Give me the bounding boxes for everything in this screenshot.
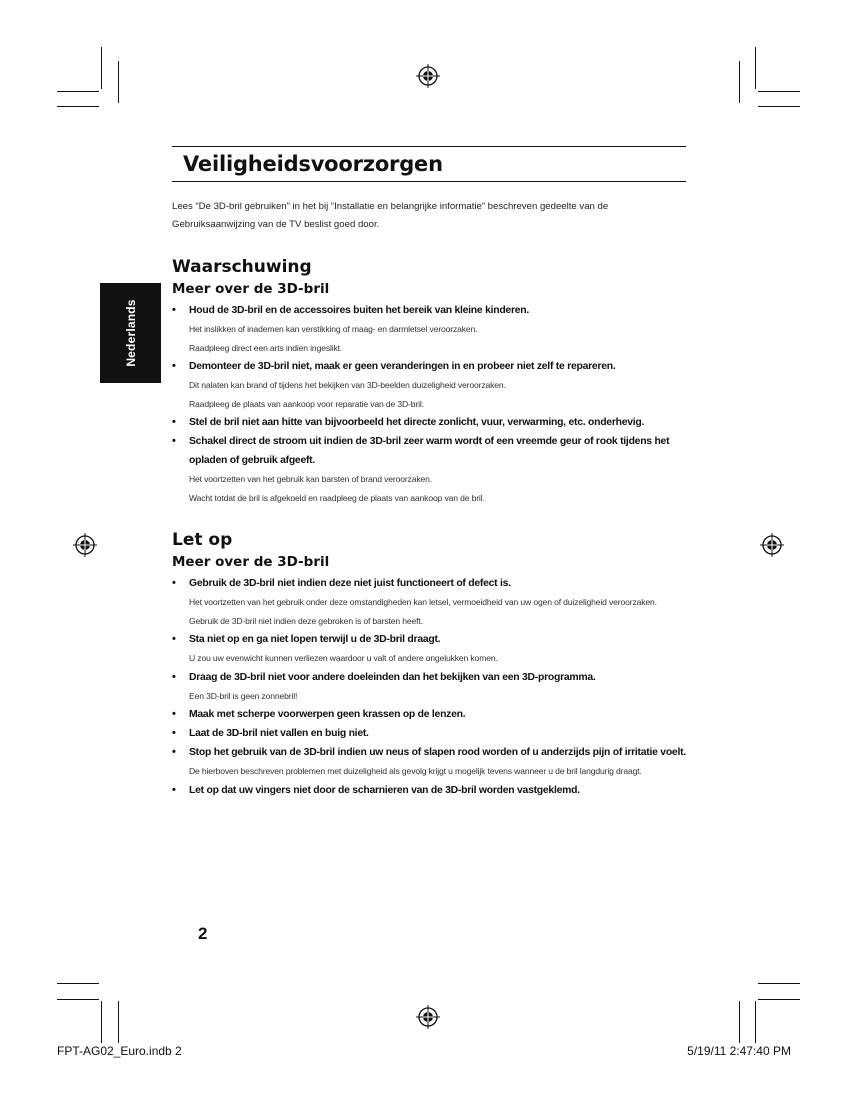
item-title: Maak met scherpe voorwerpen geen krassen op de lenzen. xyxy=(189,709,466,720)
bullet-icon: • xyxy=(172,746,176,758)
item-note: Raadpleeg direct een arts indien ingeslikt. xyxy=(189,342,343,353)
list-item xyxy=(172,413,686,432)
section-heading: Waarschuwing xyxy=(172,257,312,277)
list-item xyxy=(172,574,686,630)
list-item xyxy=(172,705,686,724)
page-content xyxy=(172,146,686,800)
item-note: Dit nalaten kan brand of tijdens het bekijken van 3D-beelden duizeligheid veroorzaken. xyxy=(189,380,506,390)
page-number: 2 xyxy=(198,924,208,943)
item-note: Een 3D-bril is geen zonnebril! xyxy=(189,690,298,701)
registration-mark-icon xyxy=(73,533,97,557)
item-note: Het inslikken of inademen kan verstikking of maag- en darmletsel veroorzaken. xyxy=(189,324,478,334)
intro-paragraph: Lees “De 3D-bril gebruiken” in het bij “Installatie en belangrijke informatie” beschreven gedeelte van de Gebruiksaanwijzing van de TV beslist goed door. xyxy=(172,201,609,230)
registration-mark-icon xyxy=(416,1005,440,1029)
bullet-icon: • xyxy=(172,708,176,720)
bullet-icon: • xyxy=(172,577,176,589)
caution-list xyxy=(172,574,686,800)
caution-section xyxy=(172,529,686,800)
footer-file-label: FPT-AG02_Euro.indb 2 xyxy=(57,1044,182,1058)
list-item xyxy=(172,668,686,706)
item-title: Laat de 3D-bril niet vallen en buig niet. xyxy=(189,728,369,739)
item-title: Let op dat uw vingers niet door de scharnieren van de 3D-bril worden vastgeklemd. xyxy=(189,784,580,796)
item-note: U zou uw evenwicht kunnen verliezen waardoor u valt of andere ongelukken komen. xyxy=(189,653,498,663)
bullet-icon: • xyxy=(172,435,176,447)
list-item xyxy=(172,432,686,507)
item-title: Demonteer de 3D-bril niet, maak er geen veranderingen in en probeer niet zelf te repareren. xyxy=(189,361,616,372)
registration-mark-icon xyxy=(416,64,440,88)
bullet-icon: • xyxy=(172,360,176,372)
section-subheading: Meer over de 3D-bril xyxy=(172,554,330,570)
bullet-icon: • xyxy=(172,783,176,796)
bullet-icon: • xyxy=(172,304,176,316)
item-note: Gebruik de 3D-bril niet indien deze gebroken is of barsten heeft. xyxy=(189,615,423,626)
list-item xyxy=(172,630,686,668)
footer-timestamp: 5/19/11 2:47:40 PM xyxy=(687,1044,791,1058)
registration-mark-icon xyxy=(760,533,784,557)
list-item xyxy=(172,743,686,781)
item-title: Stel de bril niet aan hitte van bijvoorbeeld het directe zonlicht, vuur, verwarming, etc. onderhevig. xyxy=(189,417,645,428)
item-title: Gebruik de 3D-bril niet indien deze niet juist functioneert of defect is. xyxy=(189,578,511,589)
list-item xyxy=(172,781,686,800)
item-title: Houd de 3D-bril en de accessoires buiten het bereik van kleine kinderen. xyxy=(189,305,530,316)
item-note: Het voortzetten van het gebruik kan barsten of brand veroorzaken. xyxy=(189,474,432,484)
title-box xyxy=(172,146,686,182)
language-tab xyxy=(100,283,161,383)
item-note: Raadpleeg de plaats van aankoop voor reparatie van de 3D-bril. xyxy=(189,398,424,409)
section-heading: Let op xyxy=(172,530,233,550)
section-subheading: Meer over de 3D-bril xyxy=(172,281,330,297)
list-item xyxy=(172,357,686,413)
item-note: Het voortzetten van het gebruik onder deze omstandigheden kan letsel, vermoeidheid van uw ogen of duizeligheid veroorzaken. xyxy=(189,597,657,607)
list-item xyxy=(172,724,686,743)
item-note: De hierboven beschreven problemen met duizeligheid als gevolg krijgt u mogelijk tevens wanneer u de bril langdurig draagt. xyxy=(189,766,642,776)
item-title: Draag de 3D-bril niet voor andere doeleinden dan het bekijken van een 3D-programma. xyxy=(189,671,596,683)
warning-list xyxy=(172,301,686,507)
item-title: Stop het gebruik van de 3D-bril indien uw neus of slapen rood worden of u anderzijds pijn of irritatie voelt. xyxy=(189,747,686,758)
bullet-icon: • xyxy=(172,727,176,739)
list-item xyxy=(172,301,686,357)
language-tab-label: Nederlands xyxy=(123,299,138,367)
page-title: Veiligheidsvoorzorgen xyxy=(183,152,443,176)
item-title: Sta niet op en ga niet lopen terwijl u de 3D-bril draagt. xyxy=(189,634,441,645)
bullet-icon: • xyxy=(172,416,176,428)
warning-section xyxy=(172,256,686,507)
bullet-icon: • xyxy=(172,633,176,645)
item-note: Wacht totdat de bril is afgekoeld en raadpleeg de plaats van aankoop van de bril. xyxy=(189,492,485,503)
bullet-icon: • xyxy=(172,670,176,683)
item-title: Schakel direct de stroom uit indien de 3D-bril zeer warm wordt of een vreemde geur of rook tijdens het opladen of gebruik afgeeft. xyxy=(189,436,670,466)
